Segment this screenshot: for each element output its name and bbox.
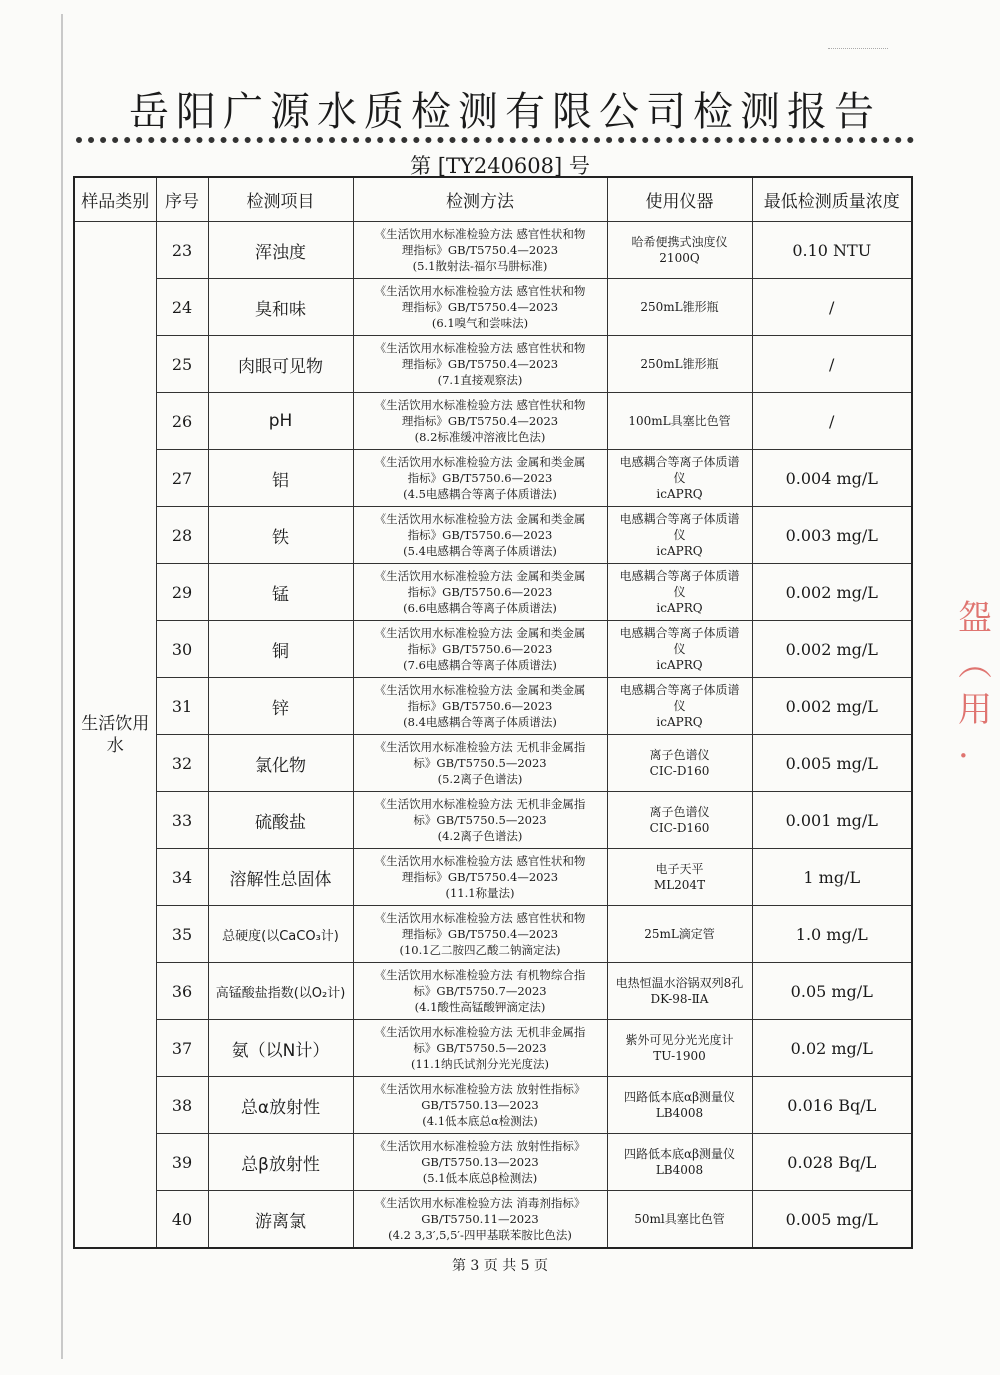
detection-limit: 0.003 mg/L — [752, 507, 912, 564]
table-row — [74, 564, 912, 621]
test-method — [353, 393, 607, 450]
detection-limit: 0.002 mg/L — [752, 564, 912, 621]
header-category: 样品类别 — [74, 177, 156, 222]
test-item: 溶解性总固体 — [208, 849, 353, 906]
instrument — [607, 1134, 752, 1191]
instrument — [607, 564, 752, 621]
detection-limit: 0.004 mg/L — [752, 450, 912, 507]
sample-category: 生活饮用水 — [74, 222, 156, 1249]
test-item: 锌 — [208, 678, 353, 735]
test-item: 肉眼可见物 — [208, 336, 353, 393]
method-line: (7.1直接观察法) — [437, 373, 523, 387]
instrument-line: 电感耦合等离子体质谱 — [619, 683, 740, 697]
method-line: 《生活饮用水标准检验方法 金属和类金属 — [374, 569, 586, 583]
method-line: GB/T5750.11—2023 — [421, 1212, 539, 1226]
method-line: 《生活饮用水标准检验方法 感官性状和物 — [374, 911, 586, 925]
instrument-line: 电热恒温水浴锅双列8孔 — [615, 976, 744, 990]
method-line: 标》GB/T5750.5—2023 — [413, 756, 547, 770]
test-method — [353, 621, 607, 678]
table-row — [74, 1191, 912, 1249]
instrument-line: 仪 — [673, 471, 686, 485]
instrument — [607, 1077, 752, 1134]
method-line: 《生活饮用水标准检验方法 无机非金属指 — [374, 1025, 586, 1039]
row-number: 38 — [156, 1077, 208, 1134]
row-number: 40 — [156, 1191, 208, 1249]
row-number: 27 — [156, 450, 208, 507]
method-line: 《生活饮用水标准检验方法 感官性状和物 — [374, 227, 586, 241]
row-number: 34 — [156, 849, 208, 906]
instrument-line: 紫外可见分光光度计 — [625, 1033, 734, 1047]
method-line: 指标》GB/T5750.6—2023 — [407, 528, 553, 542]
instrument-line: icAPRQ — [656, 658, 703, 672]
method-line: (5.2离子色谱法) — [437, 772, 523, 786]
instrument — [607, 678, 752, 735]
method-line: 标》GB/T5750.5—2023 — [413, 813, 547, 827]
table-row — [74, 1020, 912, 1077]
instrument-line: 电感耦合等离子体质谱 — [619, 512, 740, 526]
method-line: GB/T5750.13—2023 — [421, 1098, 539, 1112]
method-line: (4.2离子色谱法) — [437, 829, 523, 843]
dotted-divider — [76, 137, 914, 143]
test-item: 氨（以N计） — [208, 1020, 353, 1077]
method-line: 指标》GB/T5750.6—2023 — [407, 585, 553, 599]
instrument-line: icAPRQ — [656, 715, 703, 729]
instrument-line: 50ml具塞比色管 — [634, 1212, 725, 1226]
red-seal-stamp-fragment: 盌 ︵ 用 · — [958, 598, 992, 776]
instrument-line: 25mL滴定管 — [644, 927, 715, 941]
table-row — [74, 336, 912, 393]
test-method — [353, 792, 607, 849]
instrument-line: 四路低本底αβ测量仪 — [623, 1090, 736, 1104]
report-title: 岳阳广源水质检测有限公司检测报告 — [129, 89, 881, 135]
instrument-line: 离子色谱仪 — [649, 805, 710, 819]
method-line: 《生活饮用水标准检验方法 感官性状和物 — [374, 284, 586, 298]
method-line: (7.6电感耦合等离子体质谱法) — [403, 658, 557, 672]
row-number: 28 — [156, 507, 208, 564]
detection-limit: 0.002 mg/L — [752, 678, 912, 735]
instrument-line: 电子天平 — [655, 862, 704, 876]
detection-limit: 1 mg/L — [752, 849, 912, 906]
method-line: 理指标》GB/T5750.4—2023 — [401, 870, 559, 884]
instrument-line: LB4008 — [655, 1106, 704, 1120]
instrument — [607, 963, 752, 1020]
instrument — [607, 849, 752, 906]
row-number: 39 — [156, 1134, 208, 1191]
scan-speck — [828, 48, 888, 59]
test-item: 游离氯 — [208, 1191, 353, 1249]
table-row — [74, 222, 912, 279]
results-table — [73, 176, 913, 1249]
test-method — [353, 678, 607, 735]
detection-limit: 0.10 NTU — [752, 222, 912, 279]
method-line: (5.1散射法-福尔马肼标准) — [412, 259, 548, 273]
instrument-line: icAPRQ — [656, 487, 703, 501]
row-number: 25 — [156, 336, 208, 393]
test-item: 铝 — [208, 450, 353, 507]
method-line: (5.4电感耦合等离子体质谱法) — [403, 544, 557, 558]
method-line: 《生活饮用水标准检验方法 有机物综合指 — [374, 968, 586, 982]
method-line: 《生活饮用水标准检验方法 无机非金属指 — [374, 797, 586, 811]
instrument-line: 哈希便携式浊度仪 — [631, 235, 728, 249]
detection-limit: 0.001 mg/L — [752, 792, 912, 849]
test-method — [353, 450, 607, 507]
method-line: 《生活饮用水标准检验方法 消毒剂指标》 — [374, 1196, 586, 1210]
table-row — [74, 1134, 912, 1191]
method-line: 指标》GB/T5750.6—2023 — [407, 699, 553, 713]
instrument-line: 100mL具塞比色管 — [628, 414, 731, 428]
instrument — [607, 450, 752, 507]
instrument-line: ML204T — [653, 878, 706, 892]
instrument-line: 仪 — [673, 699, 686, 713]
test-item: 臭和味 — [208, 279, 353, 336]
test-item: 锰 — [208, 564, 353, 621]
test-method — [353, 1191, 607, 1249]
table-row — [74, 279, 912, 336]
header-method: 检测方法 — [353, 177, 607, 222]
row-number: 26 — [156, 393, 208, 450]
method-line: (10.1乙二胺四乙酸二钠滴定法) — [399, 943, 561, 957]
method-line: GB/T5750.13—2023 — [421, 1155, 539, 1169]
table-header-row — [74, 177, 912, 222]
instrument — [607, 1191, 752, 1249]
method-line: 理指标》GB/T5750.4—2023 — [401, 414, 559, 428]
method-line: (4.5电感耦合等离子体质谱法) — [403, 487, 557, 501]
instrument-line: 2100Q — [659, 251, 700, 265]
method-line: 理指标》GB/T5750.4—2023 — [401, 927, 559, 941]
instrument-line: icAPRQ — [656, 544, 703, 558]
row-number: 29 — [156, 564, 208, 621]
test-method — [353, 1134, 607, 1191]
detection-limit: 0.016 Bq/L — [752, 1077, 912, 1134]
test-item: 总硬度(以CaCO₃计) — [208, 906, 353, 963]
row-number: 31 — [156, 678, 208, 735]
instrument — [607, 1020, 752, 1077]
instrument-line: 四路低本底αβ测量仪 — [623, 1147, 736, 1161]
instrument-line: 电感耦合等离子体质谱 — [619, 455, 740, 469]
instrument — [607, 906, 752, 963]
instrument-line: 仪 — [673, 528, 686, 542]
test-item: 总α放射性 — [208, 1077, 353, 1134]
instrument-line: 电感耦合等离子体质谱 — [619, 626, 740, 640]
method-line: 《生活饮用水标准检验方法 感官性状和物 — [374, 398, 586, 412]
test-method — [353, 963, 607, 1020]
method-line: (4.1酸性高锰酸钾滴定法) — [414, 1000, 546, 1014]
row-number: 37 — [156, 1020, 208, 1077]
test-item: 铜 — [208, 621, 353, 678]
row-number: 36 — [156, 963, 208, 1020]
method-line: 指标》GB/T5750.6—2023 — [407, 642, 553, 656]
instrument — [607, 507, 752, 564]
test-method — [353, 1020, 607, 1077]
method-line: 《生活饮用水标准检验方法 金属和类金属 — [374, 455, 586, 469]
test-method — [353, 336, 607, 393]
method-line: 《生活饮用水标准检验方法 感官性状和物 — [374, 854, 586, 868]
header-limit: 最低检测质量浓度 — [752, 177, 912, 222]
header-no: 序号 — [156, 177, 208, 222]
table-row — [74, 507, 912, 564]
method-line: 理指标》GB/T5750.4—2023 — [401, 357, 559, 371]
test-item: 高锰酸盐指数(以O₂计) — [208, 963, 353, 1020]
test-item: 氯化物 — [208, 735, 353, 792]
test-method — [353, 1077, 607, 1134]
method-line: 标》GB/T5750.7—2023 — [413, 984, 547, 998]
instrument — [607, 621, 752, 678]
instrument-line: 250mL锥形瓶 — [640, 300, 719, 314]
instrument — [607, 792, 752, 849]
page-footer: 第 3 页 共 5 页 — [451, 1258, 549, 1274]
instrument-line: 电感耦合等离子体质谱 — [619, 569, 740, 583]
detection-limit: 0.02 mg/L — [752, 1020, 912, 1077]
test-method — [353, 507, 607, 564]
method-line: (11.1称量法) — [445, 886, 515, 900]
detection-limit: 0.028 Bq/L — [752, 1134, 912, 1191]
method-line: 标》GB/T5750.5—2023 — [413, 1041, 547, 1055]
header-item: 检测项目 — [208, 177, 353, 222]
test-method — [353, 279, 607, 336]
detection-limit: 0.005 mg/L — [752, 1191, 912, 1249]
test-item: pH — [208, 393, 353, 450]
table-row — [74, 963, 912, 1020]
method-line: 《生活饮用水标准检验方法 放射性指标》 — [374, 1139, 586, 1153]
method-line: 《生活饮用水标准检验方法 感官性状和物 — [374, 341, 586, 355]
instrument-line: icAPRQ — [656, 601, 703, 615]
instrument-line: CIC-D160 — [649, 764, 710, 778]
method-line: (6.6电感耦合等离子体质谱法) — [403, 601, 557, 615]
instrument — [607, 336, 752, 393]
method-line: 《生活饮用水标准检验方法 金属和类金属 — [374, 683, 586, 697]
method-line: 《生活饮用水标准检验方法 放射性指标》 — [374, 1082, 586, 1096]
instrument-line: 250mL锥形瓶 — [640, 357, 719, 371]
instrument-line: 离子色谱仪 — [649, 748, 710, 762]
binding-edge — [61, 14, 63, 1359]
row-number: 35 — [156, 906, 208, 963]
method-line: (6.1嗅气和尝味法) — [431, 316, 529, 330]
instrument-line: 仪 — [673, 585, 686, 599]
table-row — [74, 621, 912, 678]
instrument-line: TU-1900 — [653, 1049, 706, 1063]
report-number: 第 [TY240608] 号 — [410, 154, 590, 178]
instrument — [607, 393, 752, 450]
row-number: 23 — [156, 222, 208, 279]
detection-limit: / — [752, 279, 912, 336]
test-method — [353, 849, 607, 906]
instrument — [607, 735, 752, 792]
method-line: (4.2 3,3′,5,5′-四甲基联苯胺比色法) — [388, 1228, 572, 1242]
test-method — [353, 906, 607, 963]
test-method — [353, 735, 607, 792]
row-number: 33 — [156, 792, 208, 849]
test-item: 浑浊度 — [208, 222, 353, 279]
header-instrument: 使用仪器 — [607, 177, 752, 222]
method-line: (5.1低本底总β检测法) — [422, 1171, 538, 1185]
instrument-line: DK-98-ⅡA — [650, 992, 709, 1006]
table-row — [74, 735, 912, 792]
detection-limit: / — [752, 336, 912, 393]
table-row — [74, 849, 912, 906]
test-method — [353, 564, 607, 621]
instrument-line: CIC-D160 — [649, 821, 710, 835]
method-line: 指标》GB/T5750.6—2023 — [407, 471, 553, 485]
test-item: 总β放射性 — [208, 1134, 353, 1191]
row-number: 24 — [156, 279, 208, 336]
row-number: 30 — [156, 621, 208, 678]
table-row — [74, 906, 912, 963]
detection-limit: / — [752, 393, 912, 450]
table-row — [74, 1077, 912, 1134]
method-line: 理指标》GB/T5750.4—2023 — [401, 243, 559, 257]
detection-limit: 0.05 mg/L — [752, 963, 912, 1020]
table-row — [74, 393, 912, 450]
row-number: 32 — [156, 735, 208, 792]
test-item: 铁 — [208, 507, 353, 564]
detection-limit: 1.0 mg/L — [752, 906, 912, 963]
test-method — [353, 222, 607, 279]
method-line: 《生活饮用水标准检验方法 金属和类金属 — [374, 512, 586, 526]
detection-limit: 0.002 mg/L — [752, 621, 912, 678]
instrument-line: LB4008 — [655, 1163, 704, 1177]
method-line: 《生活饮用水标准检验方法 无机非金属指 — [374, 740, 586, 754]
method-line: 《生活饮用水标准检验方法 金属和类金属 — [374, 626, 586, 640]
method-line: (11.1纳氏试剂分光光度法) — [410, 1057, 550, 1071]
method-line: (8.4电感耦合等离子体质谱法) — [403, 715, 557, 729]
instrument-line: 仪 — [673, 642, 686, 656]
instrument — [607, 279, 752, 336]
instrument — [607, 222, 752, 279]
detection-limit: 0.005 mg/L — [752, 735, 912, 792]
table-row — [74, 792, 912, 849]
method-line: (4.1低本底总α检测法) — [422, 1114, 538, 1128]
method-line: 理指标》GB/T5750.4—2023 — [401, 300, 559, 314]
test-item: 硫酸盐 — [208, 792, 353, 849]
method-line: (8.2标准缓冲溶液比色法) — [414, 430, 546, 444]
table-row — [74, 450, 912, 507]
table-row — [74, 678, 912, 735]
